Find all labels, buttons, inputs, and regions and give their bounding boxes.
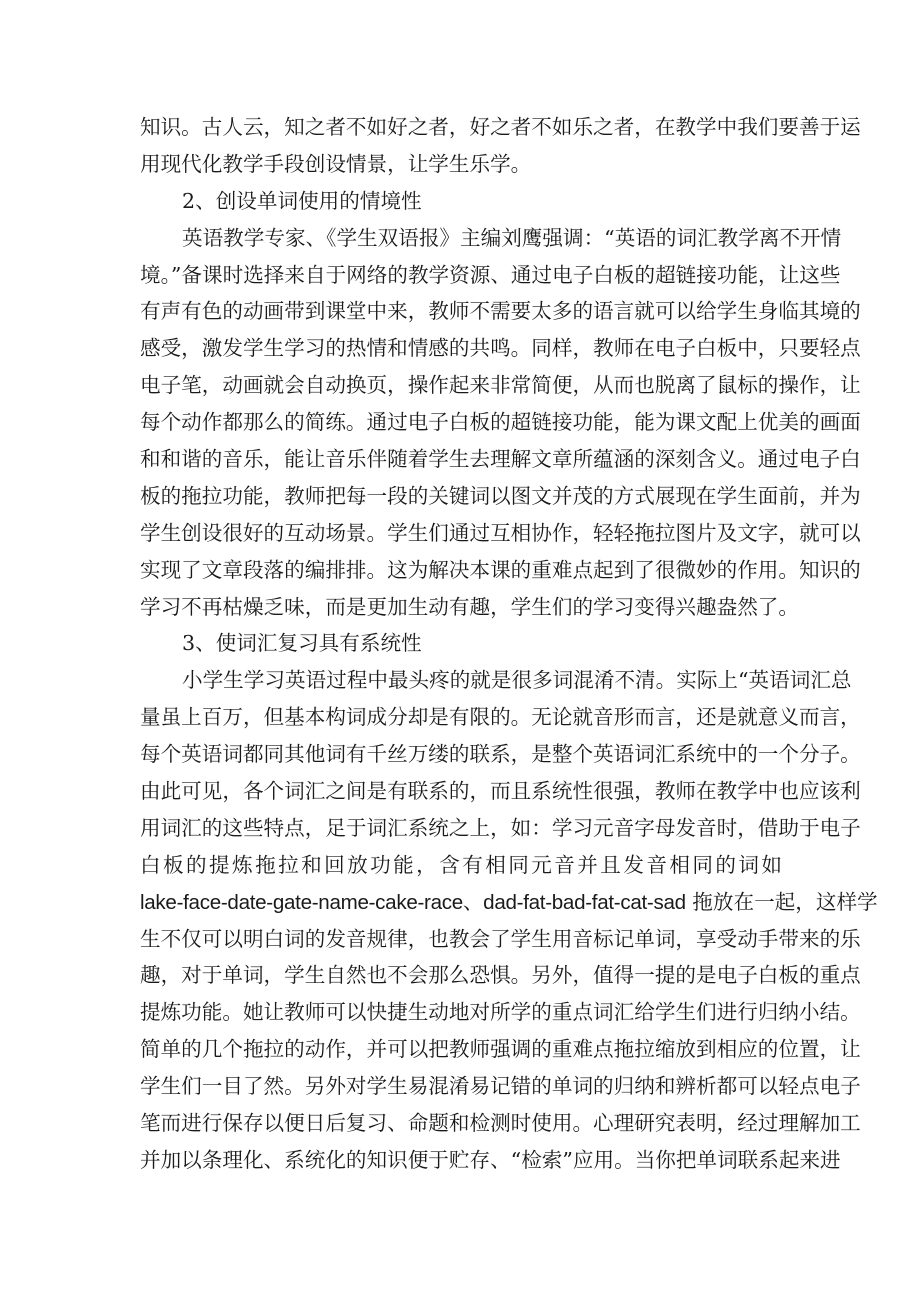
section-heading-2: 2、创设单词使用的情境性 <box>182 188 422 213</box>
text-line: 白板的提炼拖拉和回放功能，含有相同元音并且发音相同的词如 <box>140 852 782 877</box>
text-line: 学生们一目了然。另外对学生易混淆易记错的单词的归纳和辨析都可以轻点电子 <box>140 1074 861 1099</box>
text-line: 知识。古人云，知之者不如好之者，好之者不如乐之者，在教学中我们要善于运 <box>140 115 861 139</box>
text-line: 有声有色的动画带到课堂中来，教师不需要太多的语言就可以给学生身临其境的 <box>140 299 861 324</box>
text-line: 境。”备课时选择来自于网络的教学资源、通过电子白板的超链接功能，让这些 <box>140 262 841 287</box>
mixed-text-line <box>140 884 878 921</box>
document-body <box>140 109 878 1179</box>
paragraph-start: 小学生学习英语过程中最头疼的就是很多词混淆不清。实际上“英语词汇总 <box>182 668 852 693</box>
text-line: 每个动作都那么的简练。通过电子白板的超链接功能，能为课文配上优美的画面 <box>140 410 861 435</box>
text-line: 笔而进行保存以便日后复习、命题和检测时使用。心理研究表明，经过理解加工 <box>140 1111 861 1136</box>
text-line: 提炼功能。她让教师可以快捷生动地对所学的重点词汇给学生们进行归纳小结。 <box>140 1000 861 1025</box>
text-line: 趣，对于单词，学生自然也不会那么恐惧。另外，值得一提的是电子白板的重点 <box>140 963 861 988</box>
paragraph-start: 英语教学专家、《学生双语报》主编刘鹰强调：“英语的词汇教学离不开情 <box>182 225 842 250</box>
text-line: 电子笔，动画就会自动换页，操作起来非常简便，从而也脱离了鼠标的操作，让 <box>140 373 861 398</box>
text-line: 感受，激发学生学习的热情和情感的共鸣。同样，教师在电子白板中，只要轻点 <box>140 336 861 361</box>
text-segment: 拖放在一起，这样学 <box>685 889 878 914</box>
text-line: 和和谐的音乐，能让音乐伴随着学生去理解文章所蕴涵的深刻含义。通过电子白 <box>140 447 861 472</box>
text-line: 生不仅可以明白词的发音规律，也教会了学生用音标记单词，享受动手带来的乐 <box>140 926 861 951</box>
text-line: 学生创设很好的互动场景。学生们通过互相协作，轻轻拖拉图片及文字，就可以 <box>140 520 861 545</box>
example-words: lake-face-date-gate-name-cake-race、dad-fat-bad-fat-cat-sad <box>140 890 686 914</box>
text-line: 每个英语词都同其他词有千丝万缕的联系，是整个英语词汇系统中的一个分子。 <box>140 742 861 767</box>
text-line: 简单的几个拖拉的动作，并可以把教师强调的重难点拖拉缩放到相应的位置，让 <box>140 1037 861 1062</box>
text-line: 用词汇的这些特点，足于词汇系统之上，如：学习元音字母发音时，借助于电子 <box>140 815 861 840</box>
text-line: 由此可见，各个词汇之间是有联系的，而且系统性很强，教师在教学中也应该利 <box>140 779 861 804</box>
text-line: 用现代化教学手段创设情景，让学生乐学。 <box>140 151 532 176</box>
text-line: 并加以条理化、系统化的知识便于贮存、“检索”应用。当你把单词联系起来进 <box>140 1147 841 1172</box>
section-heading-3: 3、使词汇复习具有系统性 <box>182 631 422 656</box>
text-line: 学习不再枯燥乏味，而是更加生动有趣，学生们的学习变得兴趣盎然了。 <box>140 594 799 619</box>
text-line: 实现了文章段落的编排排。这为解决本课的重难点起到了很微妙的作用。知识的 <box>140 557 861 582</box>
text-line: 板的拖拉功能，教师把每一段的关键词以图文并茂的方式展现在学生面前，并为 <box>140 483 861 508</box>
text-line: 量虽上百万，但基本构词成分却是有限的。无论就音形而言，还是就意义而言， <box>140 705 861 730</box>
